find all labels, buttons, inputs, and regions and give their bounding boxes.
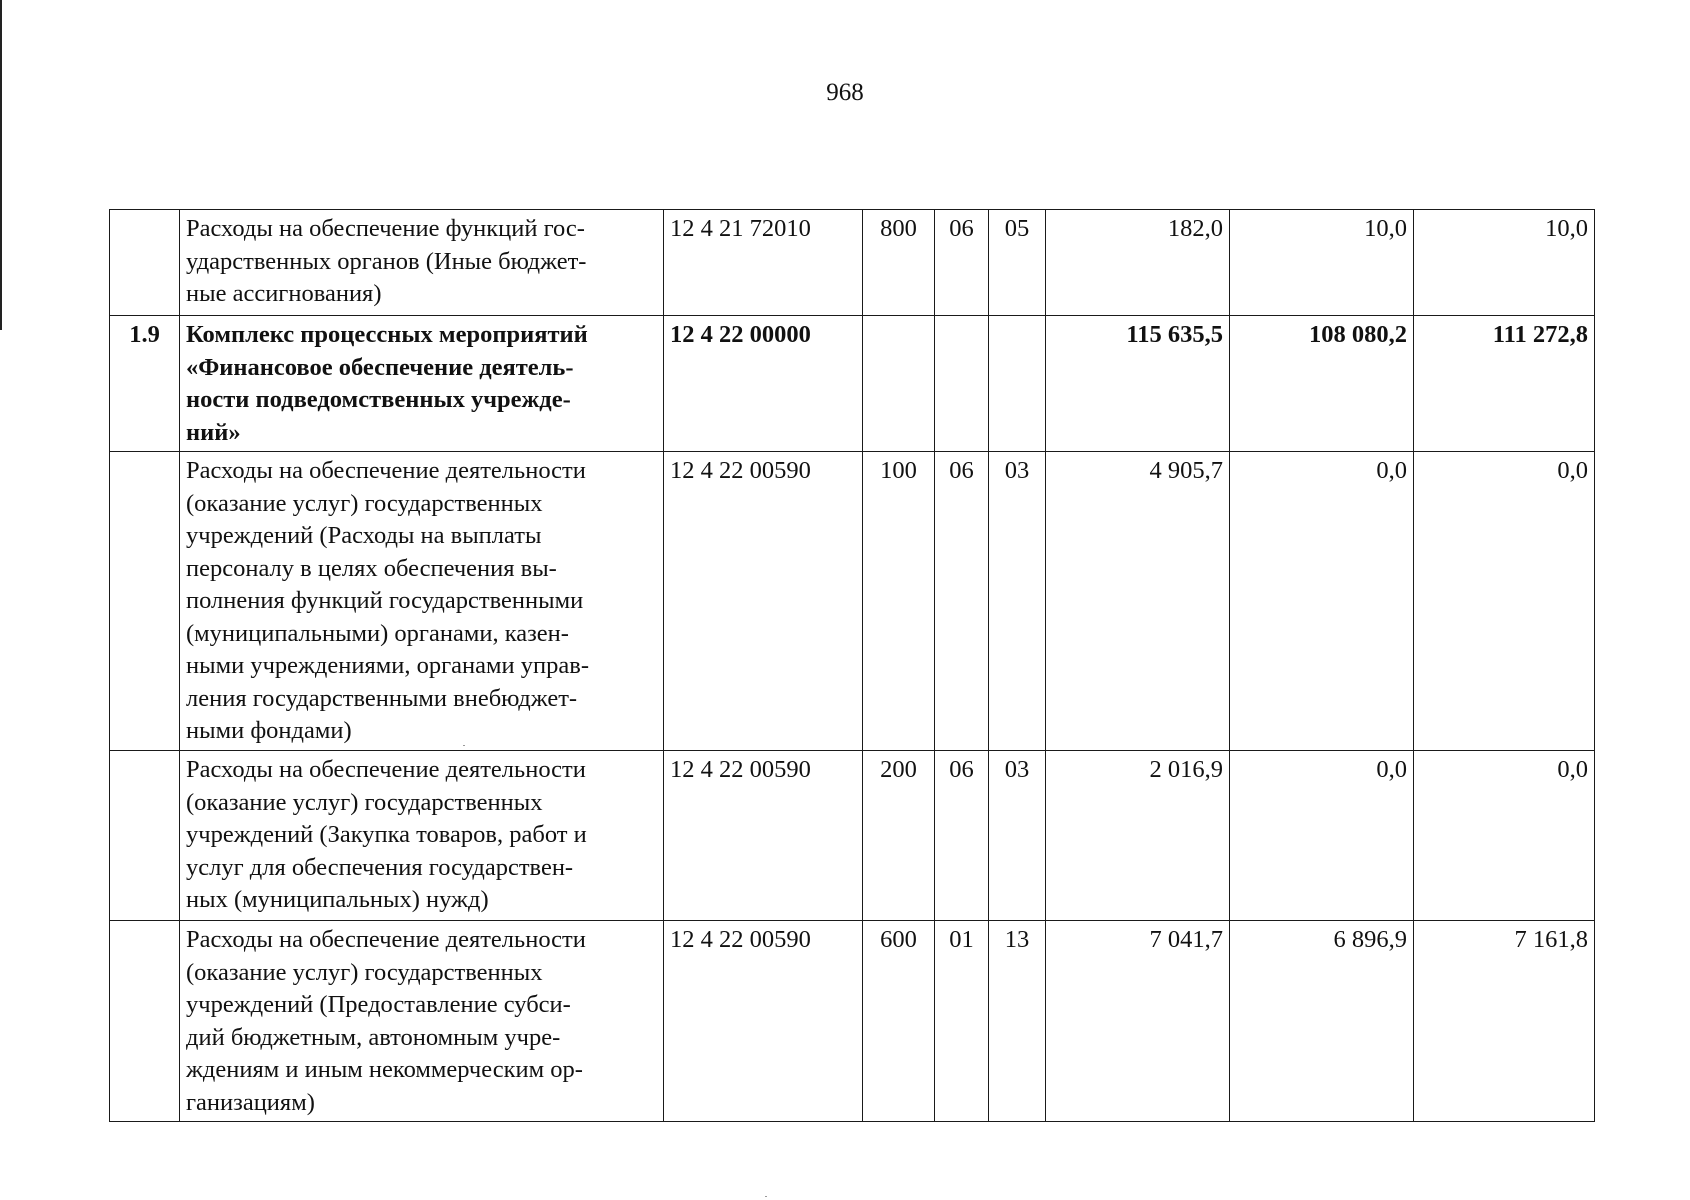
amount-year-2: 108 080,2 xyxy=(1230,316,1414,452)
amount-year-1: 115 635,5 xyxy=(1046,316,1230,452)
amount-year-2: 0,0 xyxy=(1230,751,1414,921)
row-number: 1.9 xyxy=(110,316,180,452)
scan-speck xyxy=(765,1196,767,1197)
expense-name: Расходы на обеспечение деятельности (оказание услуг) государственных учреждений (Расходы на выплаты персоналу в целях обеспечения вы- полнения функций государственными (муниципальными) органами, казен- ными учреждениями, органами управ- ления государственными внебюджет- ными фондами) xyxy=(180,452,664,751)
section-code: 01 xyxy=(935,921,989,1122)
target-article-code: 12 4 22 00590 xyxy=(664,751,863,921)
target-article-code: 12 4 22 00000 xyxy=(664,316,863,452)
expense-type-code: 100 xyxy=(863,452,935,751)
amount-year-3: 7 161,8 xyxy=(1414,921,1595,1122)
row-number xyxy=(110,210,180,316)
amount-year-1: 7 041,7 xyxy=(1046,921,1230,1122)
section-code xyxy=(935,316,989,452)
table-row xyxy=(110,751,1595,921)
row-number xyxy=(110,452,180,751)
page-number: 968 xyxy=(826,79,864,106)
section-code: 06 xyxy=(935,210,989,316)
page-left-edge xyxy=(0,0,2,330)
table-row xyxy=(110,316,1595,452)
amount-year-3: 0,0 xyxy=(1414,751,1595,921)
amount-year-2: 0,0 xyxy=(1230,452,1414,751)
target-article-code: 12 4 22 00590 xyxy=(664,452,863,751)
budget-table-body xyxy=(110,210,1595,1122)
expense-name: Комплекс процессных мероприятий «Финансовое обеспечение деятель- ности подведомственных учрежде- ний» xyxy=(180,316,664,452)
section-code: 06 xyxy=(935,452,989,751)
amount-year-3: 111 272,8 xyxy=(1414,316,1595,452)
budget-table xyxy=(109,209,1595,1122)
amount-year-2: 10,0 xyxy=(1230,210,1414,316)
expense-name: Расходы на обеспечение деятельности (оказание услуг) государственных учреждений (Предоставление субси- дий бюджетным, автономным учре- ждениям и иным некоммерческим ор- ганизациям) xyxy=(180,921,664,1122)
amount-year-1: 182,0 xyxy=(1046,210,1230,316)
target-article-code: 12 4 22 00590 xyxy=(664,921,863,1122)
subsection-code: 03 xyxy=(989,751,1046,921)
expense-type-code: 600 xyxy=(863,921,935,1122)
expense-type-code: 800 xyxy=(863,210,935,316)
amount-year-3: 0,0 xyxy=(1414,452,1595,751)
section-code: 06 xyxy=(935,751,989,921)
row-number xyxy=(110,751,180,921)
amount-year-1: 4 905,7 xyxy=(1046,452,1230,751)
table-row xyxy=(110,452,1595,751)
expense-name: Расходы на обеспечение функций гос- ударственных органов (Иные бюджет- ные ассигнования) xyxy=(180,210,664,316)
row-number xyxy=(110,921,180,1122)
subsection-code xyxy=(989,316,1046,452)
table-row xyxy=(110,210,1595,316)
subsection-code: 03 xyxy=(989,452,1046,751)
amount-year-2: 6 896,9 xyxy=(1230,921,1414,1122)
target-article-code: 12 4 21 72010 xyxy=(664,210,863,316)
expense-type-code xyxy=(863,316,935,452)
amount-year-3: 10,0 xyxy=(1414,210,1595,316)
expense-name: Расходы на обеспечение деятельности (оказание услуг) государственных учреждений (Закупка товаров, работ и услуг для обеспечения государствен- ных (муниципальных) нужд) xyxy=(180,751,664,921)
subsection-code: 13 xyxy=(989,921,1046,1122)
table-row xyxy=(110,921,1595,1122)
amount-year-1: 2 016,9 xyxy=(1046,751,1230,921)
subsection-code: 05 xyxy=(989,210,1046,316)
scan-speck xyxy=(463,745,465,746)
expense-type-code: 200 xyxy=(863,751,935,921)
